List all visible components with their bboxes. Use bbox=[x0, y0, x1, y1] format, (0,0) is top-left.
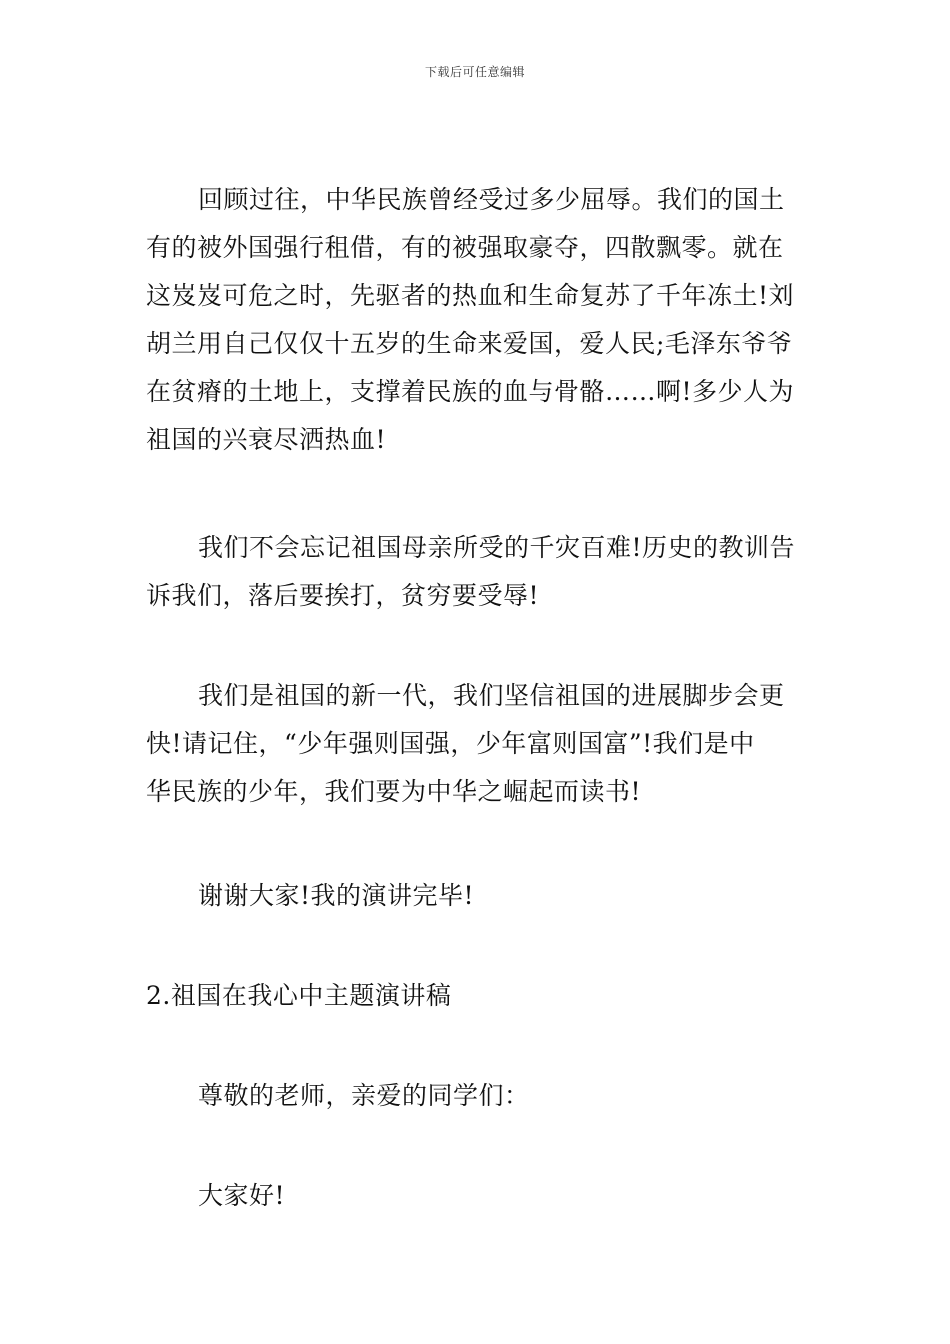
paragraph-line: 诉我们，落后要挨打，贫穷要受辱! bbox=[146, 581, 540, 610]
paragraph-line: 在贫瘠的土地上，支撑着民族的血与骨骼……啊!多少人为 bbox=[146, 377, 795, 406]
page-header: 下载后可任意编辑 bbox=[424, 65, 525, 79]
paragraph-line: 胡兰用自己仅仅十五岁的生命来爱国，爱人民;毛泽东爷爷 bbox=[146, 329, 793, 358]
section-title-block bbox=[146, 972, 806, 1020]
paragraph-2 bbox=[146, 524, 806, 620]
paragraph-line: 有的被外国强行租借，有的被强取豪夺，四散飘零。就在 bbox=[146, 233, 784, 262]
paragraph-line: 华民族的少年，我们要为中华之崛起而读书! bbox=[146, 777, 642, 806]
salutation-block bbox=[146, 1072, 806, 1120]
greeting: 大家好! bbox=[198, 1181, 286, 1210]
paragraph-line: 我们是祖国的新一代，我们坚信祖国的进展脚步会更 bbox=[198, 681, 785, 710]
paragraph-3 bbox=[146, 672, 806, 816]
paragraph-line: 这岌岌可危之时，先驱者的热血和生命复苏了千年冻土!刘 bbox=[146, 281, 795, 310]
paragraph-line: 我们不会忘记祖国母亲所受的千灾百难!历史的教训告 bbox=[198, 533, 796, 562]
paragraph-line: 谢谢大家!我的演讲完毕! bbox=[198, 881, 475, 910]
paragraph-1 bbox=[146, 176, 806, 464]
greeting-block bbox=[146, 1172, 806, 1220]
paragraph-line: 回顾过往，中华民族曾经受过多少屈辱。我们的国土 bbox=[198, 185, 785, 214]
paragraph-line: 快!请记住，“少年强则国强，少年富则国富”!我们是中 bbox=[146, 729, 755, 758]
paragraph-4 bbox=[146, 872, 806, 920]
paragraph-line: 祖国的兴衰尽洒热血! bbox=[146, 425, 387, 454]
salutation: 尊敬的老师，亲爱的同学们： bbox=[198, 1081, 530, 1110]
section-title: 2.祖国在我心中主题演讲稿 bbox=[146, 981, 452, 1010]
